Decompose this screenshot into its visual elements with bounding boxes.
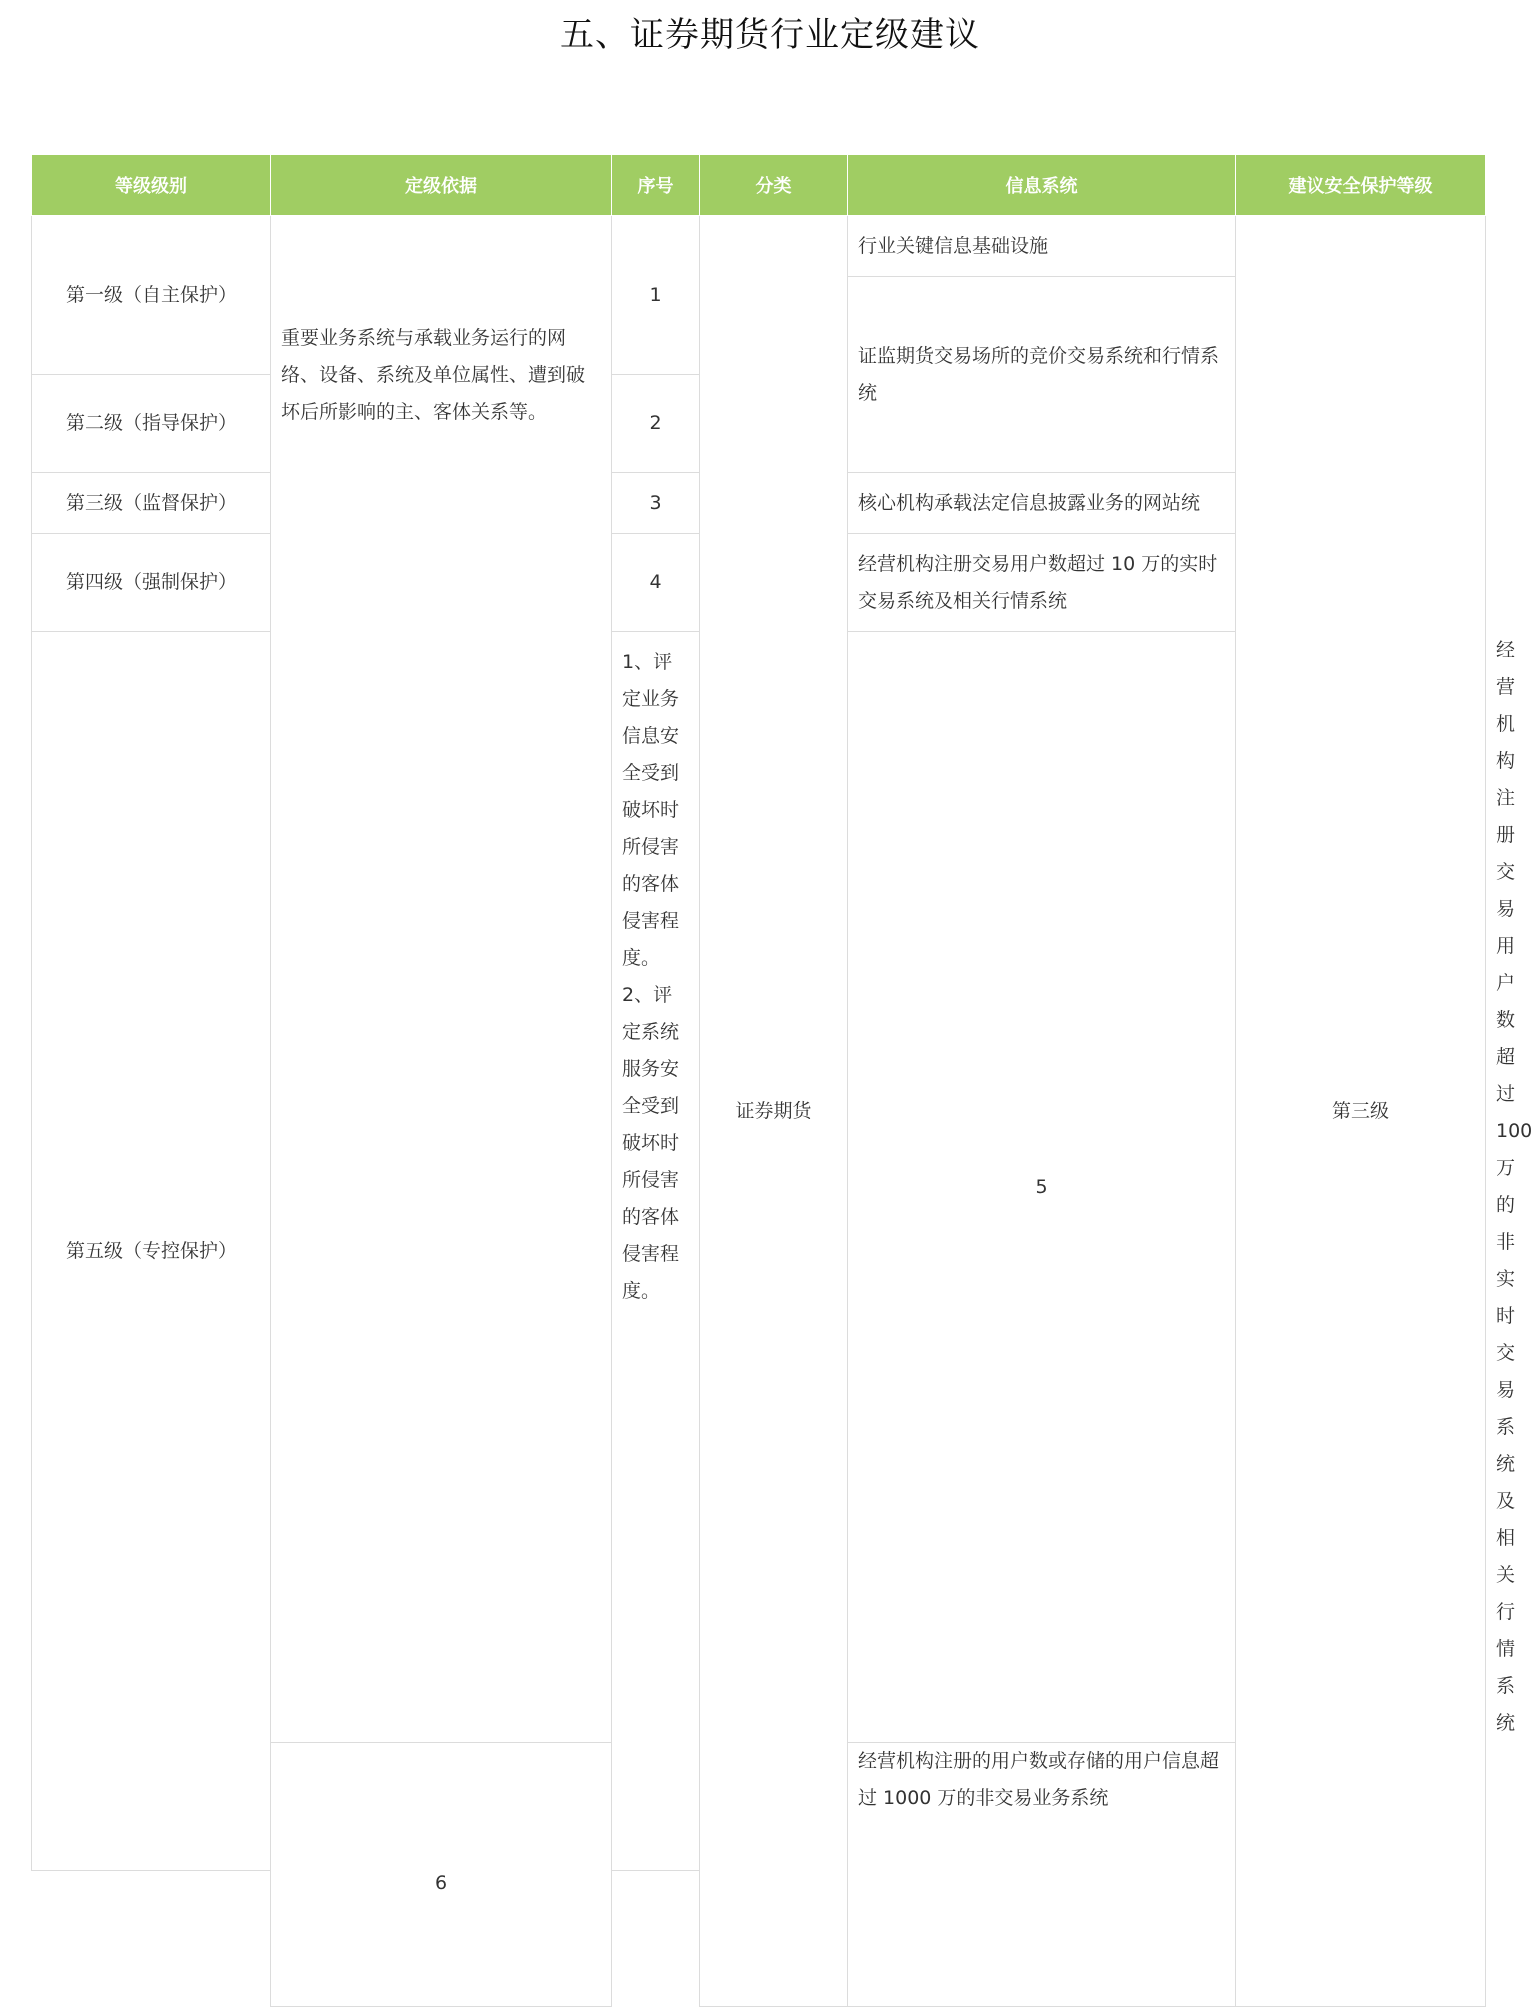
header-recommended-level: 建议安全保护等级	[1236, 155, 1486, 216]
sequence-cell: 2	[612, 375, 700, 473]
basis-cell-bottom	[612, 632, 700, 1871]
level-cell: 第一级（自主保护）	[32, 216, 271, 375]
level-cell: 第四级（强制保护）	[32, 534, 271, 632]
basis-item: 1、评定业务信息安全受到破坏时所侵害的客体侵害程度。	[622, 651, 680, 969]
sequence-cell: 6	[271, 1743, 612, 2007]
system-cell	[848, 534, 1236, 632]
sequence-cell: 3	[612, 473, 700, 534]
system-cell	[848, 473, 1236, 534]
table-row: 第五级（专控保护） 1、评定业务信息安全受到破坏时所侵害的客体侵害程度。 2、评定系统服务安全受到破坏时所侵害的客体侵害程度。 5 经营机构注册交易用户数超过 100 万的非实时交易系统及相关行情系统	[32, 632, 1486, 1743]
level-cell: 第二级（指导保护）	[32, 375, 271, 473]
grading-table	[31, 154, 1533, 2007]
level-cell: 第五级（专控保护）	[32, 632, 271, 1871]
header-category: 分类	[700, 155, 848, 216]
header-sequence: 序号	[612, 155, 700, 216]
system-cell	[848, 216, 1236, 277]
system-text: 经营机构注册的用户数或存储的用户信息超过 1000 万的非交易业务系统	[858, 1750, 1220, 1809]
system-text: 核心机构承载法定信息披露业务的网站统	[858, 491, 1201, 514]
system-text: 经营机构注册交易用户数超过 10 万的实时交易系统及相关行情系统	[858, 552, 1218, 612]
header-basis: 定级依据	[271, 155, 612, 216]
table-row	[32, 216, 1486, 277]
recommended-level-cell: 第三级	[1236, 216, 1486, 2007]
system-cell	[848, 1743, 1236, 2007]
page-title: 五、证券期货行业定级建议	[560, 15, 980, 55]
category-cell: 证券期货	[700, 216, 848, 2007]
level-cell: 第三级（监督保护）	[32, 473, 271, 534]
system-text: 证监期货交易场所的竞价交易系统和行情系统	[858, 344, 1220, 404]
sequence-cell: 4	[612, 534, 700, 632]
table-header-row	[32, 155, 1486, 216]
sequence-cell: 1	[612, 216, 700, 375]
sequence-cell: 5	[848, 632, 1236, 1743]
header-system: 信息系统	[848, 155, 1236, 216]
header-level: 等级级别	[32, 155, 271, 216]
system-text: 行业关键信息基础设施	[858, 234, 1049, 257]
basis-item: 2、评定系统服务安全受到破坏时所侵害的客体侵害程度。	[622, 984, 680, 1302]
basis-cell-top: 重要业务系统与承载业务运行的网络、设备、系统及单位属性、遭到破坏后所影响的主、客体关系等。	[271, 216, 612, 1743]
system-cell	[848, 277, 1236, 473]
